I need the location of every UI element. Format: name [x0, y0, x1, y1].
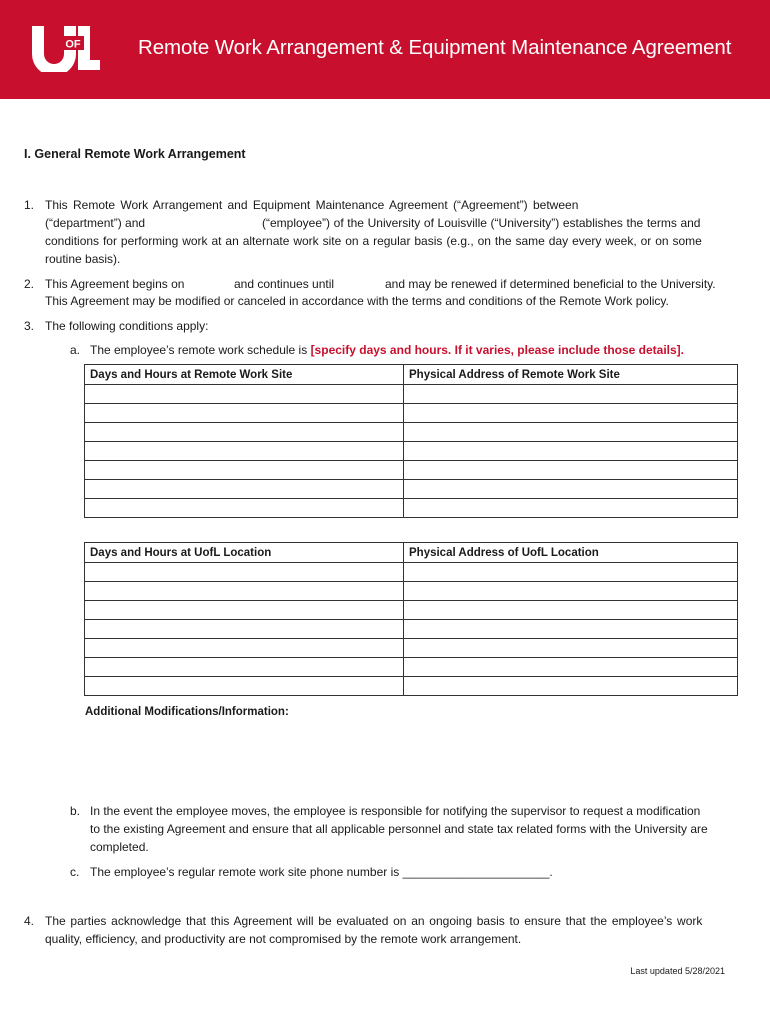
- address-cell[interactable]: [404, 423, 738, 442]
- page-header: [0, 0, 770, 99]
- item-3a-highlight: [specify days and hours. If it varies, please include those details].: [310, 343, 685, 357]
- item-2-line-1b: and continues until: [234, 277, 335, 291]
- days-hours-cell[interactable]: [85, 563, 404, 582]
- days-hours-cell[interactable]: [85, 461, 404, 480]
- item-1-line-4: routine basis).: [45, 252, 121, 266]
- item-3c-text: The employee’s regular remote work site phone number is ______________________.: [90, 865, 553, 879]
- table-row: [85, 480, 738, 499]
- days-hours-cell[interactable]: [85, 404, 404, 423]
- address-cell[interactable]: [404, 480, 738, 499]
- logo-text: OF: [65, 38, 81, 51]
- item-4-line-2: quality, efficiency, and productivity are not compromised by the remote work arrangement.: [45, 932, 522, 946]
- remote-schedule-table: [84, 364, 738, 518]
- address-cell[interactable]: [404, 658, 738, 677]
- table-header-row: [85, 543, 738, 563]
- table-row: [85, 601, 738, 620]
- table-row: [85, 423, 738, 442]
- column-header: Days and Hours at Remote Work Site: [85, 365, 404, 385]
- table-row: [85, 582, 738, 601]
- days-hours-cell[interactable]: [85, 480, 404, 499]
- address-cell[interactable]: [404, 601, 738, 620]
- table-row: [85, 620, 738, 639]
- additional-info-label: Additional Modifications/Information:: [85, 706, 289, 718]
- table-row: [85, 404, 738, 423]
- item-2-line-1c: and may be renewed if determined beneficial to the University.: [385, 277, 716, 291]
- table-row: [85, 658, 738, 677]
- table-row: [85, 442, 738, 461]
- days-hours-cell[interactable]: [85, 677, 404, 696]
- item-3a-text: [90, 341, 684, 359]
- days-hours-cell[interactable]: [85, 658, 404, 677]
- days-hours-cell[interactable]: [85, 620, 404, 639]
- item-3a-lead: The employee’s remote work schedule is: [90, 343, 308, 357]
- item-4-number: 4.: [24, 914, 35, 928]
- address-cell[interactable]: [404, 677, 738, 696]
- address-cell[interactable]: [404, 563, 738, 582]
- days-hours-cell[interactable]: [85, 385, 404, 404]
- address-cell[interactable]: [404, 499, 738, 518]
- last-updated: Last updated 5/28/2021: [630, 966, 725, 976]
- address-cell[interactable]: [404, 461, 738, 480]
- item-3b-line-3: completed.: [90, 840, 149, 854]
- table-row: [85, 385, 738, 404]
- table-row: [85, 639, 738, 658]
- item-1-line-1: This Remote Work Arrangement and Equipment Maintenance Agreement (“Agreement”) between: [45, 198, 579, 212]
- days-hours-cell[interactable]: [85, 423, 404, 442]
- item-1-line-3: conditions for performing work at an alternate work site on a regular basis (e.g., on the same day every week, or on some: [45, 234, 702, 248]
- days-hours-cell[interactable]: [85, 442, 404, 461]
- item-3-text: The following conditions apply:: [45, 319, 209, 333]
- item-3b-line-1: In the event the employee moves, the employee is responsible for notifying the supervisor to request a modification: [90, 804, 701, 818]
- document-title: Remote Work Arrangement & Equipment Maintenance Agreement: [138, 36, 732, 59]
- section-heading: I. General Remote Work Arrangement: [24, 147, 246, 161]
- table-row: [85, 499, 738, 518]
- uofl-schedule-table: [84, 542, 738, 696]
- days-hours-cell[interactable]: [85, 582, 404, 601]
- column-header: Physical Address of UofL Location: [404, 543, 738, 563]
- uofl-logo: [28, 24, 100, 72]
- days-hours-cell[interactable]: [85, 601, 404, 620]
- column-header: Days and Hours at UofL Location: [85, 543, 404, 563]
- item-3c-letter: c.: [70, 865, 80, 879]
- item-2-number: 2.: [24, 277, 35, 291]
- item-2-line-2: This Agreement may be modified or canceled in accordance with the terms and conditions of the Remote Work policy.: [45, 294, 669, 308]
- address-cell[interactable]: [404, 442, 738, 461]
- table-header-row: [85, 365, 738, 385]
- item-1-line-2a: (“department”) and: [45, 216, 146, 230]
- item-3b-letter: b.: [70, 804, 81, 818]
- item-3a-letter: a.: [70, 343, 81, 357]
- table-row: [85, 563, 738, 582]
- item-4-line-1: The parties acknowledge that this Agreement will be evaluated on an ongoing basis to ensure that the employee’s work: [45, 914, 703, 928]
- days-hours-cell[interactable]: [85, 499, 404, 518]
- item-2-line-1a: This Agreement begins on: [45, 277, 185, 291]
- column-header: Physical Address of Remote Work Site: [404, 365, 738, 385]
- table-row: [85, 461, 738, 480]
- table-row: [85, 677, 738, 696]
- days-hours-cell[interactable]: [85, 639, 404, 658]
- address-cell[interactable]: [404, 385, 738, 404]
- address-cell[interactable]: [404, 639, 738, 658]
- item-3b-line-2: to the existing Agreement and ensure that all applicable personnel and state tax related forms with the University are: [90, 822, 708, 836]
- address-cell[interactable]: [404, 404, 738, 423]
- address-cell[interactable]: [404, 582, 738, 601]
- item-1-number: 1.: [24, 198, 35, 212]
- item-3-number: 3.: [24, 319, 35, 333]
- item-1-line-2b: (“employee”) of the University of Louisville (“University”) establishes the terms and: [262, 216, 701, 230]
- address-cell[interactable]: [404, 620, 738, 639]
